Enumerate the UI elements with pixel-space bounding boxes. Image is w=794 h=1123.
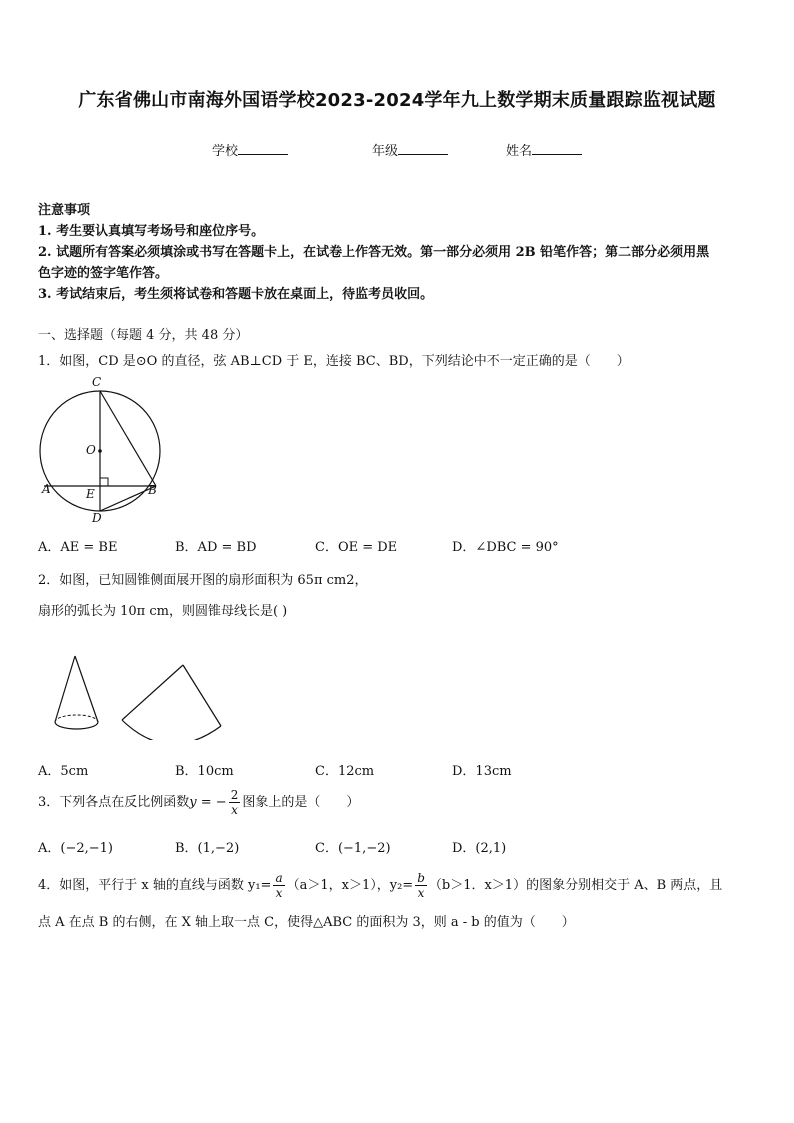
q3-option-b[interactable]: B．(1,−2) [175,841,240,856]
q1-circle-figure [30,372,170,527]
q2-option-d[interactable]: D．13cm [452,764,512,779]
section-heading: 一、选择题（每题 4 分，共 48 分） [38,328,249,343]
page-title: 广东省佛山市南海外国语学校2023-2024学年九上数学期末质量跟踪监视试题 [78,90,716,111]
name-blank[interactable] [532,142,582,155]
label-a: A [42,482,51,496]
name-label: 姓名 [506,144,533,159]
notice-item: 色字迹的签字笔作答。 [38,266,169,281]
right-angle-mark [100,478,108,486]
q2-cone-figure [50,652,110,742]
grade-blank[interactable] [398,142,448,155]
q3-frac-den: x [231,803,238,817]
q4-f2-num: b [417,871,425,885]
q3-fraction [229,788,241,817]
segment-bc [100,391,156,486]
school-field [212,140,288,159]
q2-stem-line2: 扇形的弧长为 10π cm，则圆锥母线长是( ) [38,604,288,619]
q4-fraction-2 [415,871,427,900]
notice-item: 2. 试题所有答案必须填涂或书写在答题卡上，在试卷上作答无效。第一部分必须用 2B 铅笔作答；第二部分必须用黑 [38,245,710,260]
center-point [98,449,102,453]
q4-part2: （a＞1，x＞1），y₂= [286,878,414,893]
notice-heading: 注意事项 [38,203,91,218]
q3-frac-num: 2 [230,788,239,802]
label-e: E [86,487,95,501]
grade-field [372,140,448,159]
q4-part3: （b＞1．x＞1）的图象分别相交于 A、B 两点，且 [428,878,723,893]
q2-sector-figure [118,660,228,740]
q1-option-a[interactable]: A．AE = BE [38,540,118,555]
q3-stem [38,785,359,821]
q3-stem-before: 3．下列各点在反比例函数 [38,795,190,810]
label-c: C [92,375,102,389]
q3-option-c[interactable]: C．(−1,−2) [315,841,391,856]
school-blank[interactable] [238,142,288,155]
q4-stem-line1 [38,868,722,904]
q3-option-d[interactable]: D．(2,1) [452,841,507,856]
q2-option-b[interactable]: B．10cm [175,764,234,779]
q3-func-lhs: y = − [189,795,227,810]
label-b: B [148,483,157,497]
q1-option-b[interactable]: B．AD = BD [175,540,257,555]
q1-stem: 1．如图，CD 是⊙O 的直径，弦 AB⊥CD 于 E，连接 BC、BD，下列结论中不一定正确的是（ ） [38,354,630,369]
school-label: 学校 [212,144,239,159]
q4-f1-num: a [275,871,283,885]
q1-option-d[interactable]: D．∠DBC = 90° [452,540,559,555]
q4-f1-den: x [275,886,283,900]
label-o: O [86,443,96,457]
q1-option-c[interactable]: C．OE = DE [315,540,398,555]
q2-option-c[interactable]: C．12cm [315,764,375,779]
q3-option-a[interactable]: A．(−2,−1) [38,841,113,856]
label-d: D [92,511,102,525]
name-field [506,140,582,159]
q4-stem-line2: 点 A 在点 B 的右侧，在 X 轴上取一点 C，使得△ABC 的面积为 3，则 a - b 的值为（ ） [38,915,575,930]
notice-item: 1. 考生要认真填写考场号和座位序号。 [38,224,265,239]
grade-label: 年级 [372,144,399,159]
notice-item: 3. 考试结束后，考生须将试卷和答题卡放在桌面上，待监考员收回。 [38,287,434,302]
q4-f2-den: x [417,886,425,900]
q2-stem-line1: 2．如图，已知圆锥侧面展开图的扇形面积为 65π cm2， [38,573,368,588]
q2-option-a[interactable]: A．5cm [38,764,89,779]
q4-part1: 4．如图，平行于 x 轴的直线与函数 y₁= [38,878,272,893]
q4-fraction-1 [273,871,284,900]
q3-stem-after: 图象上的是（ ） [242,795,360,810]
